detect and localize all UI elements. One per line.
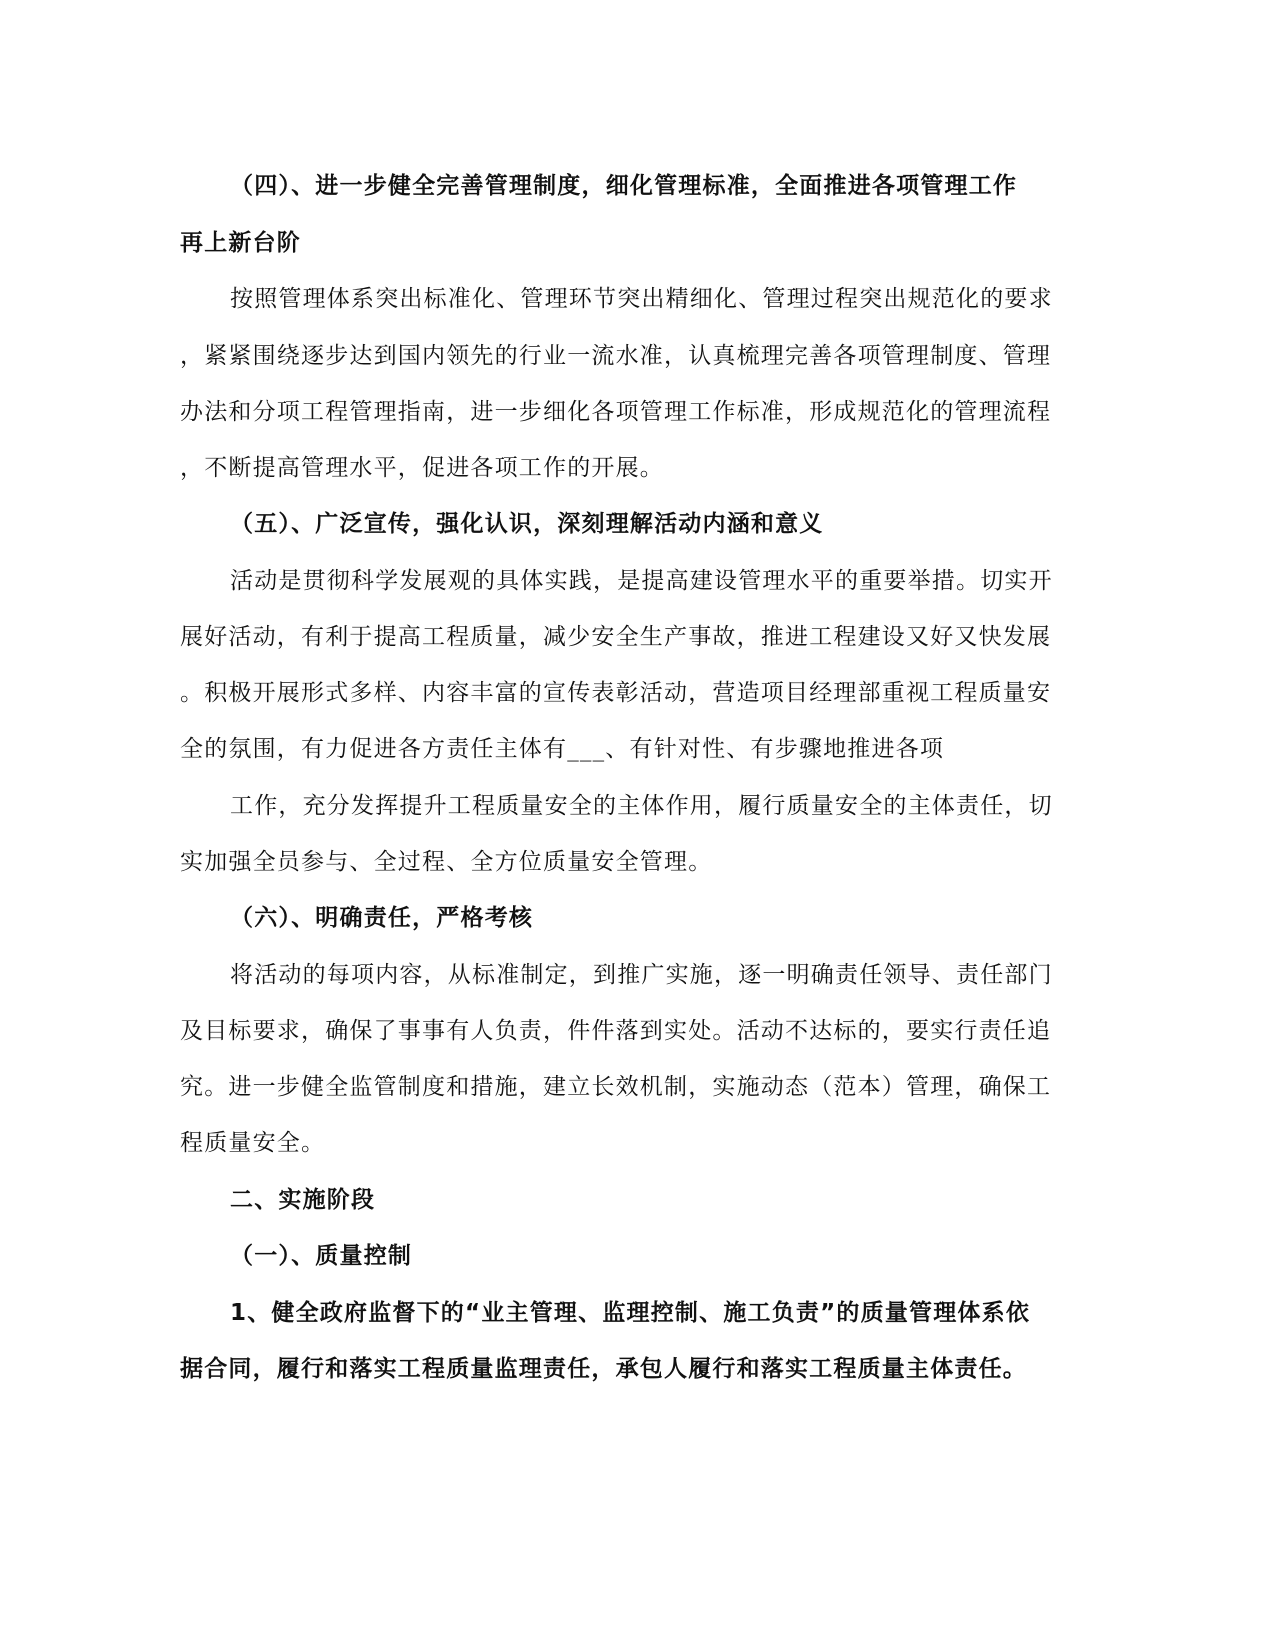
paragraph-line: 。积极开展形式多样、内容丰富的宣传表彰活动，营造项目经理部重视工程质量安 <box>180 680 1052 706</box>
paragraph-line: 实加强全员参与、全过程、全方位质量安全管理。 <box>180 849 713 875</box>
paragraph-line: 办法和分项工程管理指南，进一步细化各项管理工作标准，形成规范化的管理流程 <box>180 399 1052 425</box>
bold-item-line-2: 据合同，履行和落实工程质量监理责任，承包人履行和落实工程质量主体责任。 <box>180 1356 1027 1382</box>
paragraph-line: 按照管理体系突出标准化、管理环节突出精细化、管理过程突出规范化的要求 <box>230 286 1053 312</box>
paragraph-line: 活动是贯彻科学发展观的具体实践，是提高建设管理水平的重要举措。切实开 <box>230 568 1053 594</box>
paragraph-line: 程质量安全。 <box>180 1130 326 1156</box>
paragraph-line: 工作，充分发挥提升工程质量安全的主体作用，履行质量安全的主体责任，切 <box>230 793 1053 819</box>
subsection-heading-1: （一）、质量控制 <box>230 1243 413 1269</box>
bold-item-line-1: 1、健全政府监督下的“业主管理、监理控制、施工负责”的质量管理体系依 <box>230 1300 1031 1326</box>
paragraph-line: ，不断提高管理水平，促进各项工作的开展。 <box>180 455 664 481</box>
section-heading-4-line-1: （四）、进一步健全完善管理制度，细化管理标准，全面推进各项管理工作 <box>230 173 1018 199</box>
section-heading-5: （五）、广泛宣传，强化认识，深刻理解活动内涵和意义 <box>230 511 824 537</box>
paragraph-line: ，紧紧围绕逐步达到国内领先的行业一流水准，认真梳理完善各项管理制度、管理 <box>180 343 1052 369</box>
paragraph-line: 及目标要求，确保了事事有人负责，件件落到实处。活动不达标的，要实行责任追 <box>180 1018 1052 1044</box>
paragraph-line: 将活动的每项内容，从标准制定，到推广实施，逐一明确责任领导、责任部门 <box>230 962 1053 988</box>
section-heading-6: （六）、明确责任，严格考核 <box>230 905 534 931</box>
paragraph-line: 究。进一步健全监管制度和措施，建立长效机制，实施动态（范本）管理，确保工 <box>180 1074 1052 1100</box>
paragraph-line: 全的氛围，有力促进各方责任主体有___、有针对性、有步骤地推进各项 <box>180 736 945 762</box>
section-heading-4-line-2: 再上新台阶 <box>180 230 301 256</box>
paragraph-line: 展好活动，有利于提高工程质量，减少安全生产事故，推进工程建设又好又快发展 <box>180 624 1052 650</box>
chapter-heading-2: 二、实施阶段 <box>230 1187 376 1213</box>
